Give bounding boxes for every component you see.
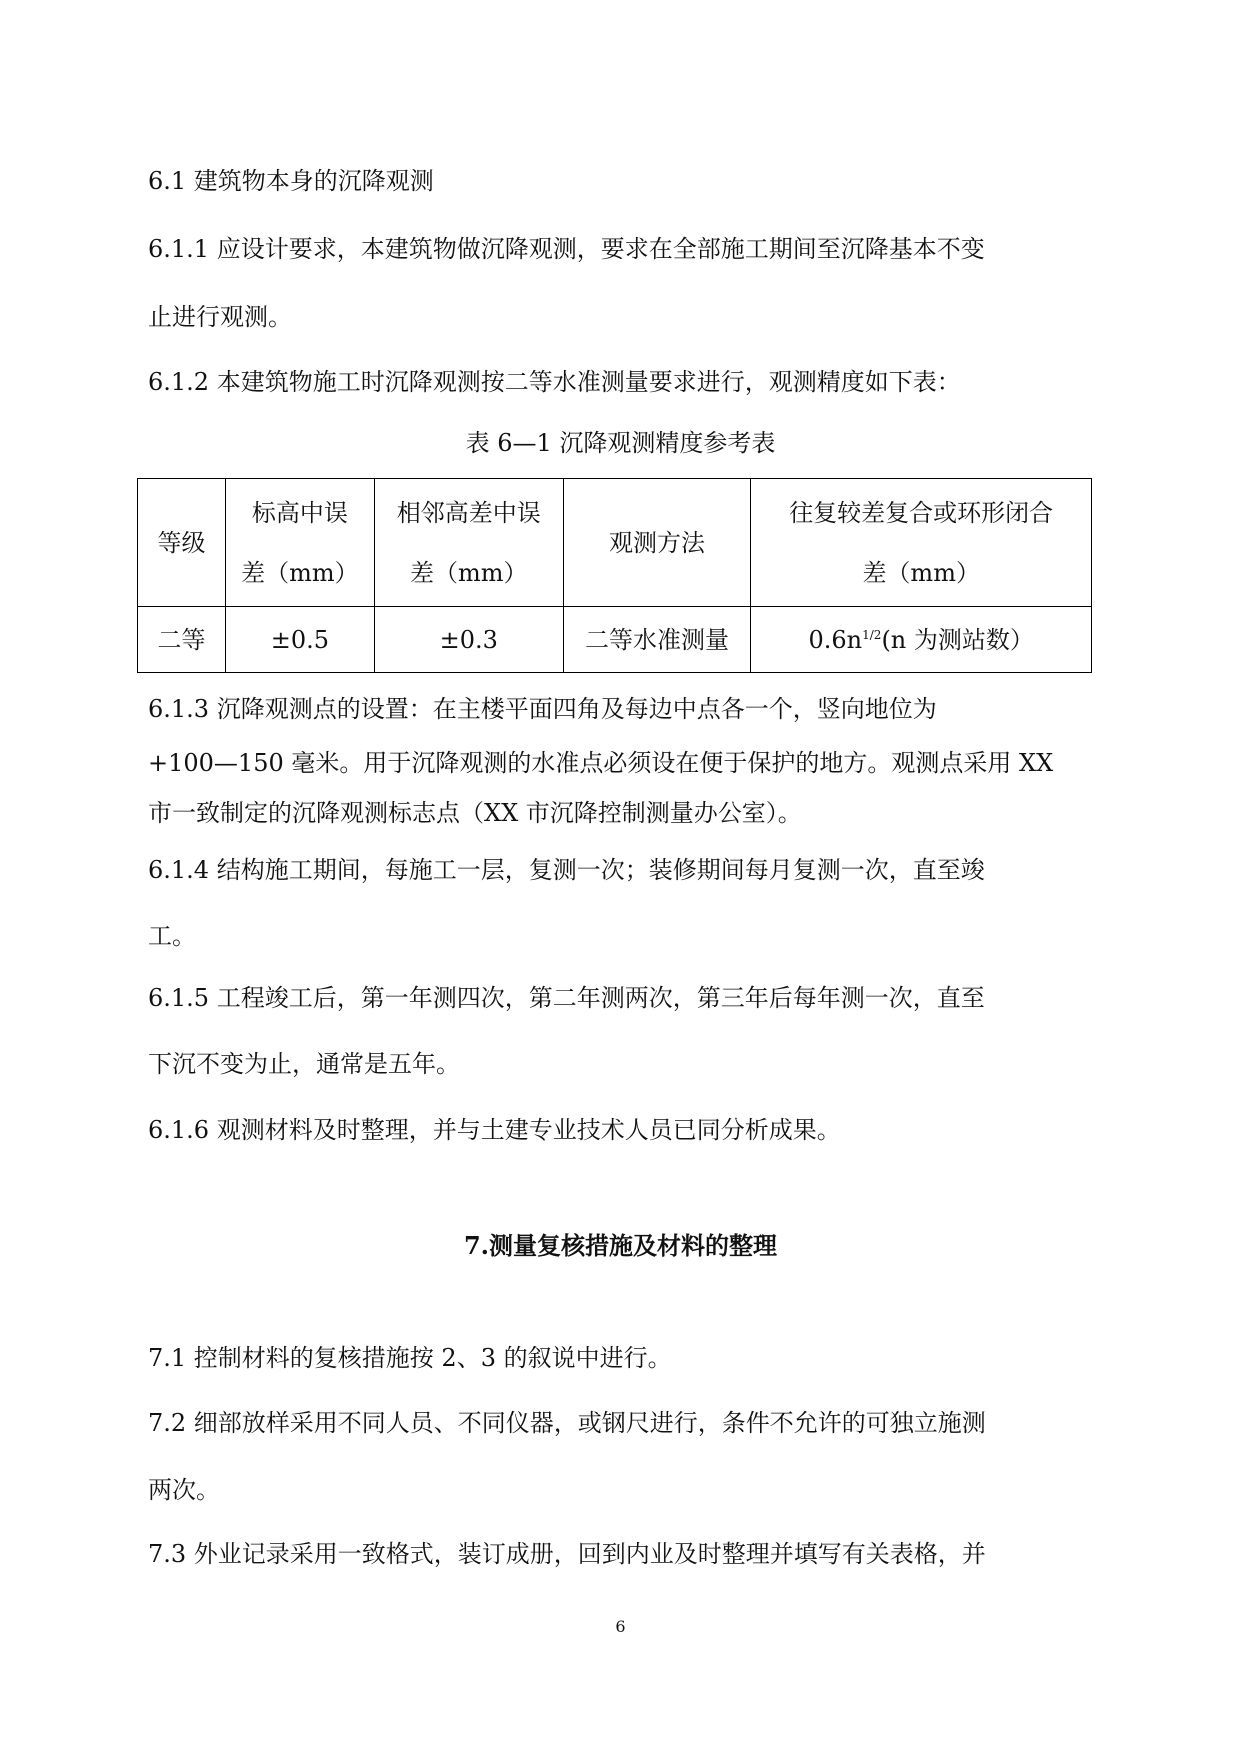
header-elevation-error bbox=[225, 479, 374, 607]
paragraph-6-1-5-line1: 6.1.5 工程竣工后，第一年测四次，第二年测两次，第三年后每年测一次，直至 bbox=[148, 984, 985, 1012]
header-adjacent-error-line1: 相邻高差中误 bbox=[396, 498, 541, 527]
cell-loop-error bbox=[751, 607, 1092, 673]
paragraph-6-1-5-line2: 下沉不变为止，通常是五年。 bbox=[148, 1050, 460, 1078]
header-adjacent-error-line2: 差（mm） bbox=[409, 558, 528, 587]
header-elevation-error-line1: 标高中误 bbox=[251, 498, 348, 527]
cell-grade: 二等 bbox=[138, 607, 226, 673]
paragraph-7-1: 7.1 控制材料的复核措施按 2、3 的叙说中进行。 bbox=[148, 1344, 672, 1372]
table-header-row bbox=[138, 479, 1092, 607]
paragraph-6-1-3-line2: +100—150 毫米。用于沉降观测的水准点必须设在便于保护的地方。观测点采用 XX bbox=[148, 749, 1054, 777]
cell-loop-error-note: (n 为测站数） bbox=[881, 625, 1034, 654]
paragraph-6-1-4-line1: 6.1.4 结构施工期间，每施工一层，复测一次；装修期间每月复测一次，直至竣 bbox=[148, 856, 985, 884]
cell-elevation-error: ±0.5 bbox=[225, 607, 374, 673]
paragraph-7-2-line2: 两次。 bbox=[148, 1476, 220, 1504]
cell-loop-error-base: 0.6n bbox=[808, 625, 863, 654]
paragraph-6-1-3-line1: 6.1.3 沉降观测点的设置：在主楼平面四角及每边中点各一个，竖向地位为 bbox=[148, 695, 937, 723]
paragraph-7-3: 7.3 外业记录采用一致格式，装订成册，回到内业及时整理并填写有关表格，并 bbox=[148, 1540, 986, 1568]
paragraph-6-1-2: 6.1.2 本建筑物施工时沉降观测按二等水准测量要求进行，观测精度如下表： bbox=[148, 368, 961, 396]
header-loop-error-line2: 差（mm） bbox=[862, 558, 980, 587]
header-adjacent-error bbox=[374, 479, 563, 607]
page-number: 6 bbox=[615, 1617, 626, 1636]
header-method: 观测方法 bbox=[563, 479, 751, 607]
cell-adjacent-error: ±0.3 bbox=[374, 607, 563, 673]
section-7-heading: 7.测量复核措施及材料的整理 bbox=[463, 1231, 778, 1260]
table-caption: 表 6—1 沉降观测精度参考表 bbox=[465, 429, 776, 457]
paragraph-7-2-line1: 7.2 细部放样采用不同人员、不同仪器，或钢尺进行，条件不允许的可独立施测 bbox=[148, 1409, 986, 1437]
table-row bbox=[138, 607, 1092, 673]
paragraph-6-1-1-line1: 6.1.1 应设计要求，本建筑物做沉降观测，要求在全部施工期间至沉降基本不变 bbox=[148, 235, 985, 263]
header-grade: 等级 bbox=[138, 479, 226, 607]
cell-method: 二等水准测量 bbox=[563, 607, 751, 673]
settlement-accuracy-table bbox=[137, 478, 1092, 673]
paragraph-6-1-6: 6.1.6 观测材料及时整理，并与土建专业技术人员已同分析成果。 bbox=[148, 1116, 841, 1144]
cell-loop-error-exponent: 1/2 bbox=[862, 627, 882, 642]
paragraph-6-1-1-line2: 止进行观测。 bbox=[148, 303, 292, 331]
header-loop-error bbox=[751, 479, 1092, 607]
header-loop-error-line1: 往复较差复合或环形闭合 bbox=[789, 498, 1054, 527]
paragraph-6-1-4-line2: 工。 bbox=[148, 922, 196, 950]
header-elevation-error-line2: 差（mm） bbox=[241, 558, 359, 587]
section-6-1-title: 6.1 建筑物本身的沉降观测 bbox=[148, 167, 434, 195]
paragraph-6-1-3-line3: 市一致制定的沉降观测标志点（XX 市沉降控制测量办公室）。 bbox=[148, 799, 802, 827]
